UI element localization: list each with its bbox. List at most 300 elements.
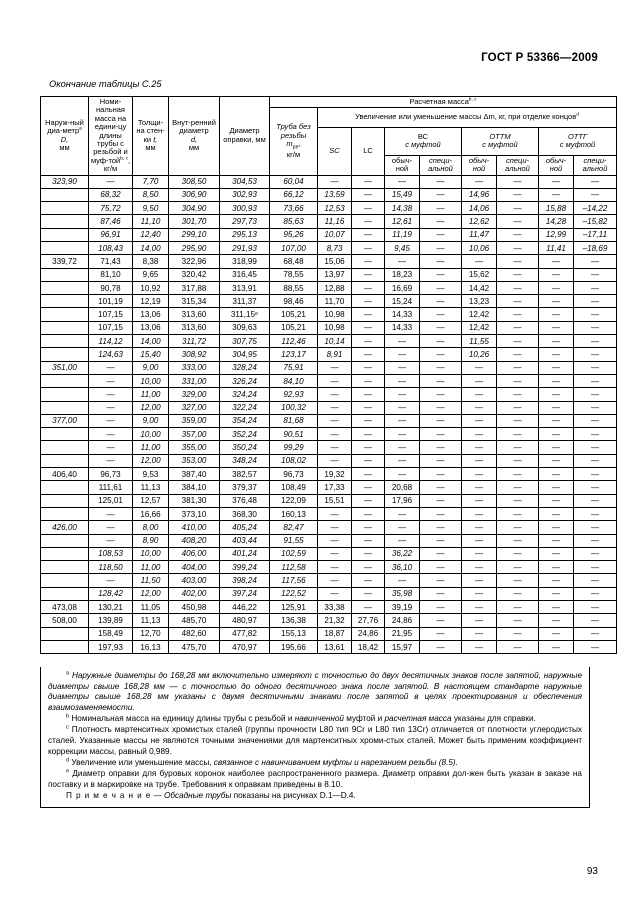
cell-value: —: [352, 507, 385, 520]
cell-value: 11,10: [133, 215, 169, 228]
cell-value: —: [462, 374, 497, 387]
cell-value: 359,00: [169, 414, 220, 427]
cell-outer-diameter: 406,40: [41, 468, 89, 481]
cell-value: 7,70: [133, 175, 169, 188]
th-nominal-mass: Номи-нальная масса на едини-цу длины трубы с резьбой и муф-той$^{b, c}$, кг/м: [89, 97, 133, 176]
cell-value: —: [574, 561, 617, 574]
cell-value: —: [574, 507, 617, 520]
cell-value: 14,42: [462, 281, 497, 294]
cell-value: 9,65: [133, 268, 169, 281]
cell-value: —: [539, 175, 574, 188]
th-outer-diameter: [41, 97, 89, 176]
cell-value: —: [385, 468, 420, 481]
cell-value: 17,96: [385, 494, 420, 507]
cell-value: —: [462, 361, 497, 374]
th-calculated-mass-label: Расчетная масса: [409, 97, 469, 106]
cell-value: 354,24: [220, 414, 270, 427]
cell-value: —: [462, 587, 497, 600]
cell-value: —: [574, 361, 617, 374]
cell-value: —: [497, 308, 539, 321]
cell-value: 10,98: [318, 308, 352, 321]
cell-value: —: [539, 614, 574, 627]
cell-value: —: [420, 534, 462, 547]
cell-outer-diameter: [41, 534, 89, 547]
cell-value: 10,00: [133, 547, 169, 560]
cell-value: —: [574, 348, 617, 361]
cell-value: —: [420, 481, 462, 494]
table-row: [41, 215, 617, 228]
cell-value: 91,55: [270, 534, 318, 547]
cell-value: —: [385, 507, 420, 520]
table-row: [41, 228, 617, 241]
cell-value: 68,32: [89, 188, 133, 201]
cell-value: —: [352, 255, 385, 268]
cell-outer-diameter: [41, 640, 89, 653]
cell-value: 105,21: [270, 308, 318, 321]
cell-value: —: [318, 521, 352, 534]
table-row: [41, 188, 617, 201]
cell-outer-diameter: [41, 348, 89, 361]
cell-value: 108,43: [89, 242, 133, 255]
cell-value: 295,90: [169, 242, 220, 255]
cell-value: —: [497, 295, 539, 308]
cell-value: 309,63: [220, 321, 270, 334]
table-row: [41, 308, 617, 321]
cell-value: —: [574, 494, 617, 507]
cell-value: 299,10: [169, 228, 220, 241]
cell-value: —: [420, 454, 462, 467]
cell-value: —: [539, 574, 574, 587]
cell-value: —: [574, 268, 617, 281]
cell-value: 12,42: [462, 321, 497, 334]
th-wall-thickness: [133, 97, 169, 176]
cell-value: —: [539, 188, 574, 201]
cell-value: 158,49: [89, 627, 133, 640]
cell-value: —: [420, 335, 462, 348]
cell-value: 195,66: [270, 640, 318, 653]
cell-value: 11,47: [462, 228, 497, 241]
cell-value: —: [574, 481, 617, 494]
cell-value: 10,00: [133, 374, 169, 387]
th-ottm-sub: с муфтой: [482, 140, 518, 150]
cell-value: —: [497, 215, 539, 228]
cell-value: —: [352, 454, 385, 467]
cell-value: 11,50: [133, 574, 169, 587]
cell-value: 8,91: [318, 348, 352, 361]
cell-value: 17,33: [318, 481, 352, 494]
cell-value: —: [462, 481, 497, 494]
cell-value: —: [462, 175, 497, 188]
cell-value: 15,97: [385, 640, 420, 653]
cell-value: —: [352, 321, 385, 334]
cell-value: —: [574, 521, 617, 534]
table-row: [41, 627, 617, 640]
cell-value: 291,93: [220, 242, 270, 255]
cell-value: —: [462, 255, 497, 268]
cell-value: 329,00: [169, 388, 220, 401]
cell-value: 399,24: [220, 561, 270, 574]
cell-value: —: [574, 321, 617, 334]
cell-value: —: [385, 361, 420, 374]
cell-value: —: [539, 561, 574, 574]
th-wall-thickness-symbol: t,: [153, 134, 158, 144]
cell-value: 324,24: [220, 388, 270, 401]
cell-value: —: [574, 547, 617, 560]
cell-value: 124,63: [89, 348, 133, 361]
cell-outer-diameter: [41, 574, 89, 587]
cell-value: —: [497, 361, 539, 374]
cell-value: 96,91: [89, 228, 133, 241]
cell-value: —: [420, 494, 462, 507]
cell-value: 111,61: [89, 481, 133, 494]
cell-value: 402,00: [169, 587, 220, 600]
th-inner-diameter-unit: мм: [188, 143, 200, 153]
cell-value: —: [462, 507, 497, 520]
cell-value: —: [318, 388, 352, 401]
cell-value: —: [352, 268, 385, 281]
cell-value: —: [352, 348, 385, 361]
cell-value: –14,22: [574, 202, 617, 215]
cell-value: 16,69: [385, 281, 420, 294]
cell-value: —: [385, 574, 420, 587]
cell-value: –15,82: [574, 215, 617, 228]
table-row: [41, 295, 617, 308]
th-vc-group: [385, 127, 462, 155]
table-row: [41, 202, 617, 215]
cell-value: 9,53: [133, 468, 169, 481]
cell-value: —: [89, 534, 133, 547]
cell-value: —: [539, 494, 574, 507]
cell-value: 98,46: [270, 295, 318, 308]
cell-value: —: [462, 640, 497, 653]
cell-value: 21,95: [385, 627, 420, 640]
table-row: [41, 175, 617, 188]
cell-value: —: [420, 215, 462, 228]
cell-value: 14,00: [133, 242, 169, 255]
footnote-c-text: Плотность мартенситных хромистых сталей (группы прочности L80 тип 9Cr и L80 тип 13Cr) отличается от плотности углеродистых сталей. Указанные массы не являются точными значениями для мартенситных хроми-стых сталей. Может быть применим коэффициент коррекции массы, равный 0,989.: [48, 725, 582, 756]
cell-value: 304,95: [220, 348, 270, 361]
cell-value: —: [497, 640, 539, 653]
cell-value: —: [420, 627, 462, 640]
cell-value: 302,93: [220, 188, 270, 201]
cell-value: —: [420, 547, 462, 560]
cell-outer-diameter: [41, 388, 89, 401]
cell-value: 160,13: [270, 507, 318, 520]
cell-value: 12,70: [133, 627, 169, 640]
th-wall-thickness-unit: мм: [145, 143, 156, 153]
cell-value: 410,00: [169, 521, 220, 534]
cell-value: 36,22: [385, 547, 420, 560]
cell-value: —: [497, 601, 539, 614]
cell-value: 308,92: [169, 348, 220, 361]
cell-value: —: [352, 587, 385, 600]
cell-value: 139,89: [89, 614, 133, 627]
cell-value: —: [462, 601, 497, 614]
th-inner-diameter: [169, 97, 220, 176]
cell-value: —: [539, 374, 574, 387]
cell-value: 114,12: [89, 335, 133, 348]
th-outer-diameter-unit: мм: [59, 143, 70, 153]
cell-value: 14,00: [133, 335, 169, 348]
table-row: [41, 348, 617, 361]
cell-value: —: [420, 255, 462, 268]
cell-value: –17,11: [574, 228, 617, 241]
cell-outer-diameter: [41, 188, 89, 201]
cell-outer-diameter: [41, 428, 89, 441]
cell-value: —: [574, 295, 617, 308]
cell-value: 14,38: [385, 202, 420, 215]
cell-value: 12,00: [133, 401, 169, 414]
th-plain-pipe-symbol: m: [286, 138, 293, 148]
cell-value: —: [462, 561, 497, 574]
th-plain-pipe-subscript: pe: [292, 144, 299, 151]
cell-value: —: [497, 627, 539, 640]
cell-value: —: [462, 534, 497, 547]
cell-value: —: [420, 468, 462, 481]
table-note-text: показаны на рисунках D.1—D.4.: [231, 790, 356, 800]
cell-value: —: [420, 561, 462, 574]
standard-header: ГОСТ Р 53366—2009: [481, 52, 598, 64]
cell-value: 10,06: [462, 242, 497, 255]
cell-value: 477,82: [220, 627, 270, 640]
cell-value: —: [318, 587, 352, 600]
th-inner-diameter-symbol: d,: [190, 134, 198, 144]
cell-value: 12,00: [133, 454, 169, 467]
cell-outer-diameter: [41, 242, 89, 255]
cell-value: —: [574, 534, 617, 547]
cell-value: —: [352, 601, 385, 614]
cell-value: —: [89, 574, 133, 587]
cell-value: —: [385, 401, 420, 414]
cell-value: 15,40: [133, 348, 169, 361]
cell-value: 352,24: [220, 428, 270, 441]
cell-value: —: [574, 175, 617, 188]
cell-value: —: [420, 202, 462, 215]
page-number: 93: [586, 866, 598, 877]
cell-value: —: [497, 188, 539, 201]
cell-value: 12,88: [318, 281, 352, 294]
cell-value: —: [539, 281, 574, 294]
cell-value: —: [89, 414, 133, 427]
cell-value: 13,61: [318, 640, 352, 653]
cell-outer-diameter: [41, 627, 89, 640]
cell-outer-diameter: [41, 507, 89, 520]
footnote-b: [48, 714, 582, 725]
cell-value: 11,05: [133, 601, 169, 614]
cell-value: 90,78: [89, 281, 133, 294]
cell-value: —: [318, 374, 352, 387]
footnote-c-marker: c: [66, 724, 69, 731]
cell-value: 12,40: [133, 228, 169, 241]
cell-outer-diameter: [41, 547, 89, 560]
cell-value: —: [385, 441, 420, 454]
cell-value: 357,00: [169, 428, 220, 441]
cell-value: —: [420, 428, 462, 441]
cell-value: 11,16: [318, 215, 352, 228]
cell-value: —: [352, 574, 385, 587]
cell-value: —: [89, 507, 133, 520]
cell-value: 13,59: [318, 188, 352, 201]
cell-value: —: [385, 388, 420, 401]
cell-value: 322,24: [220, 401, 270, 414]
cell-value: 13,23: [462, 295, 497, 308]
cell-value: 108,53: [89, 547, 133, 560]
cell-value: —: [574, 454, 617, 467]
cell-value: —: [574, 601, 617, 614]
table-row: [41, 587, 617, 600]
cell-value: —: [385, 521, 420, 534]
cell-value: 66,12: [270, 188, 318, 201]
table-head: [41, 97, 617, 176]
cell-value: —: [385, 374, 420, 387]
cell-value: 304,90: [169, 202, 220, 215]
cell-value: —: [462, 388, 497, 401]
cell-value: 408,20: [169, 534, 220, 547]
cell-value: 384,10: [169, 481, 220, 494]
cell-value: —: [318, 454, 352, 467]
cell-value: 14,33: [385, 321, 420, 334]
table-row: [41, 281, 617, 294]
cell-value: 107,15: [89, 321, 133, 334]
cell-outer-diameter: 377,00: [41, 414, 89, 427]
table-caption: Окончание таблицы С.25: [49, 79, 162, 89]
cell-outer-diameter: [41, 215, 89, 228]
cell-value: —: [462, 627, 497, 640]
cell-value: —: [574, 401, 617, 414]
cell-value: 21,32: [318, 614, 352, 627]
footnote-b-text-1: Номинальная масса на единицу длины трубы с резьбой и: [71, 714, 295, 724]
th-ottm-special: специ-альной: [497, 155, 539, 175]
cell-value: 108,02: [270, 454, 318, 467]
th-nominal-mass-unit: кг/м: [103, 164, 118, 174]
cell-value: 368,30: [220, 507, 270, 520]
cell-value: —: [420, 308, 462, 321]
cell-value: —: [352, 335, 385, 348]
cell-value: 16,13: [133, 640, 169, 653]
cell-value: 14,28: [539, 215, 574, 228]
cell-value: 12,53: [318, 202, 352, 215]
footnote-b-text-3: указаны для справки.: [451, 714, 536, 724]
cell-value: —: [352, 401, 385, 414]
cell-value: —: [497, 561, 539, 574]
cell-value: 12,99: [539, 228, 574, 241]
cell-value: —: [420, 521, 462, 534]
cell-value: —: [574, 388, 617, 401]
cell-outer-diameter: [41, 335, 89, 348]
cell-value: 101,19: [89, 295, 133, 308]
footnote-ref-a: a: [79, 126, 82, 132]
cell-value: 90,51: [270, 428, 318, 441]
th-ottm-label: ОТТМ: [489, 131, 511, 141]
cell-value: 92,93: [270, 388, 318, 401]
cell-value: —: [574, 374, 617, 387]
cell-outer-diameter: [41, 441, 89, 454]
cell-value: —: [352, 202, 385, 215]
cell-value: 100,32: [270, 401, 318, 414]
cell-value: 96,73: [270, 468, 318, 481]
cell-value: —: [574, 335, 617, 348]
footnote-a-marker: a: [66, 670, 70, 677]
footnote-b-marker: b: [66, 713, 70, 720]
footnote-e: [48, 769, 582, 790]
cell-value: —: [420, 175, 462, 188]
cell-value: 381,30: [169, 494, 220, 507]
cell-value: 15,88: [539, 202, 574, 215]
table-row: [41, 361, 617, 374]
table-row: [41, 321, 617, 334]
cell-value: —: [497, 574, 539, 587]
cell-value: 11,19: [385, 228, 420, 241]
cell-value: 107,15: [89, 308, 133, 321]
cell-value: —: [539, 547, 574, 560]
cell-value: 317,88: [169, 281, 220, 294]
cell-value: 15,51: [318, 494, 352, 507]
cell-value: 470,97: [220, 640, 270, 653]
cell-value: —: [539, 534, 574, 547]
cell-value: —: [574, 308, 617, 321]
cell-outer-diameter: 351,00: [41, 361, 89, 374]
th-inner-diameter-label: Внут-ренний диаметр: [172, 117, 216, 136]
cell-value: 68,48: [270, 255, 318, 268]
cell-value: —: [318, 175, 352, 188]
cell-value: —: [352, 295, 385, 308]
cell-value: 327,00: [169, 401, 220, 414]
cell-value: 87,46: [89, 215, 133, 228]
cell-outer-diameter: [41, 374, 89, 387]
cell-value: 14,96: [462, 188, 497, 201]
cell-value: 10,00: [133, 428, 169, 441]
cell-value: 108,49: [270, 481, 318, 494]
cell-value: —: [318, 574, 352, 587]
table-row: [41, 242, 617, 255]
cell-value: 313,91: [220, 281, 270, 294]
cell-value: 15,24: [385, 295, 420, 308]
footnote-d-text-1: Увеличение или уменьшение массы,: [71, 757, 214, 767]
cell-value: —: [385, 175, 420, 188]
cell-value: —: [462, 414, 497, 427]
cell-value: —: [352, 361, 385, 374]
cell-value: 128,42: [89, 587, 133, 600]
table-row: [41, 428, 617, 441]
cell-value: —: [539, 295, 574, 308]
cell-outer-diameter: 426,00: [41, 521, 89, 534]
cell-value: 8,50: [133, 188, 169, 201]
cell-value: —: [420, 228, 462, 241]
cell-value: 307,75: [220, 335, 270, 348]
th-ottg-special: специ-альной: [574, 155, 617, 175]
cell-value: —: [385, 428, 420, 441]
cell-value: —: [462, 574, 497, 587]
cell-value: —: [420, 242, 462, 255]
cell-value: —: [352, 428, 385, 441]
cell-value: —: [352, 521, 385, 534]
cell-value: —: [318, 428, 352, 441]
cell-value: 112,58: [270, 561, 318, 574]
cell-value: 107,00: [270, 242, 318, 255]
table-row: [41, 388, 617, 401]
footnote-b-em-2: расчетная масса: [384, 714, 452, 724]
table-row: [41, 255, 617, 268]
cell-value: —: [318, 561, 352, 574]
cell-value: 482,60: [169, 627, 220, 640]
cell-value: 16,66: [133, 507, 169, 520]
cell-value: 125,91: [270, 601, 318, 614]
cell-outer-diameter: [41, 401, 89, 414]
cell-value: —: [420, 441, 462, 454]
cell-value: —: [89, 454, 133, 467]
cell-value: —: [420, 281, 462, 294]
cell-value: 326,24: [220, 374, 270, 387]
